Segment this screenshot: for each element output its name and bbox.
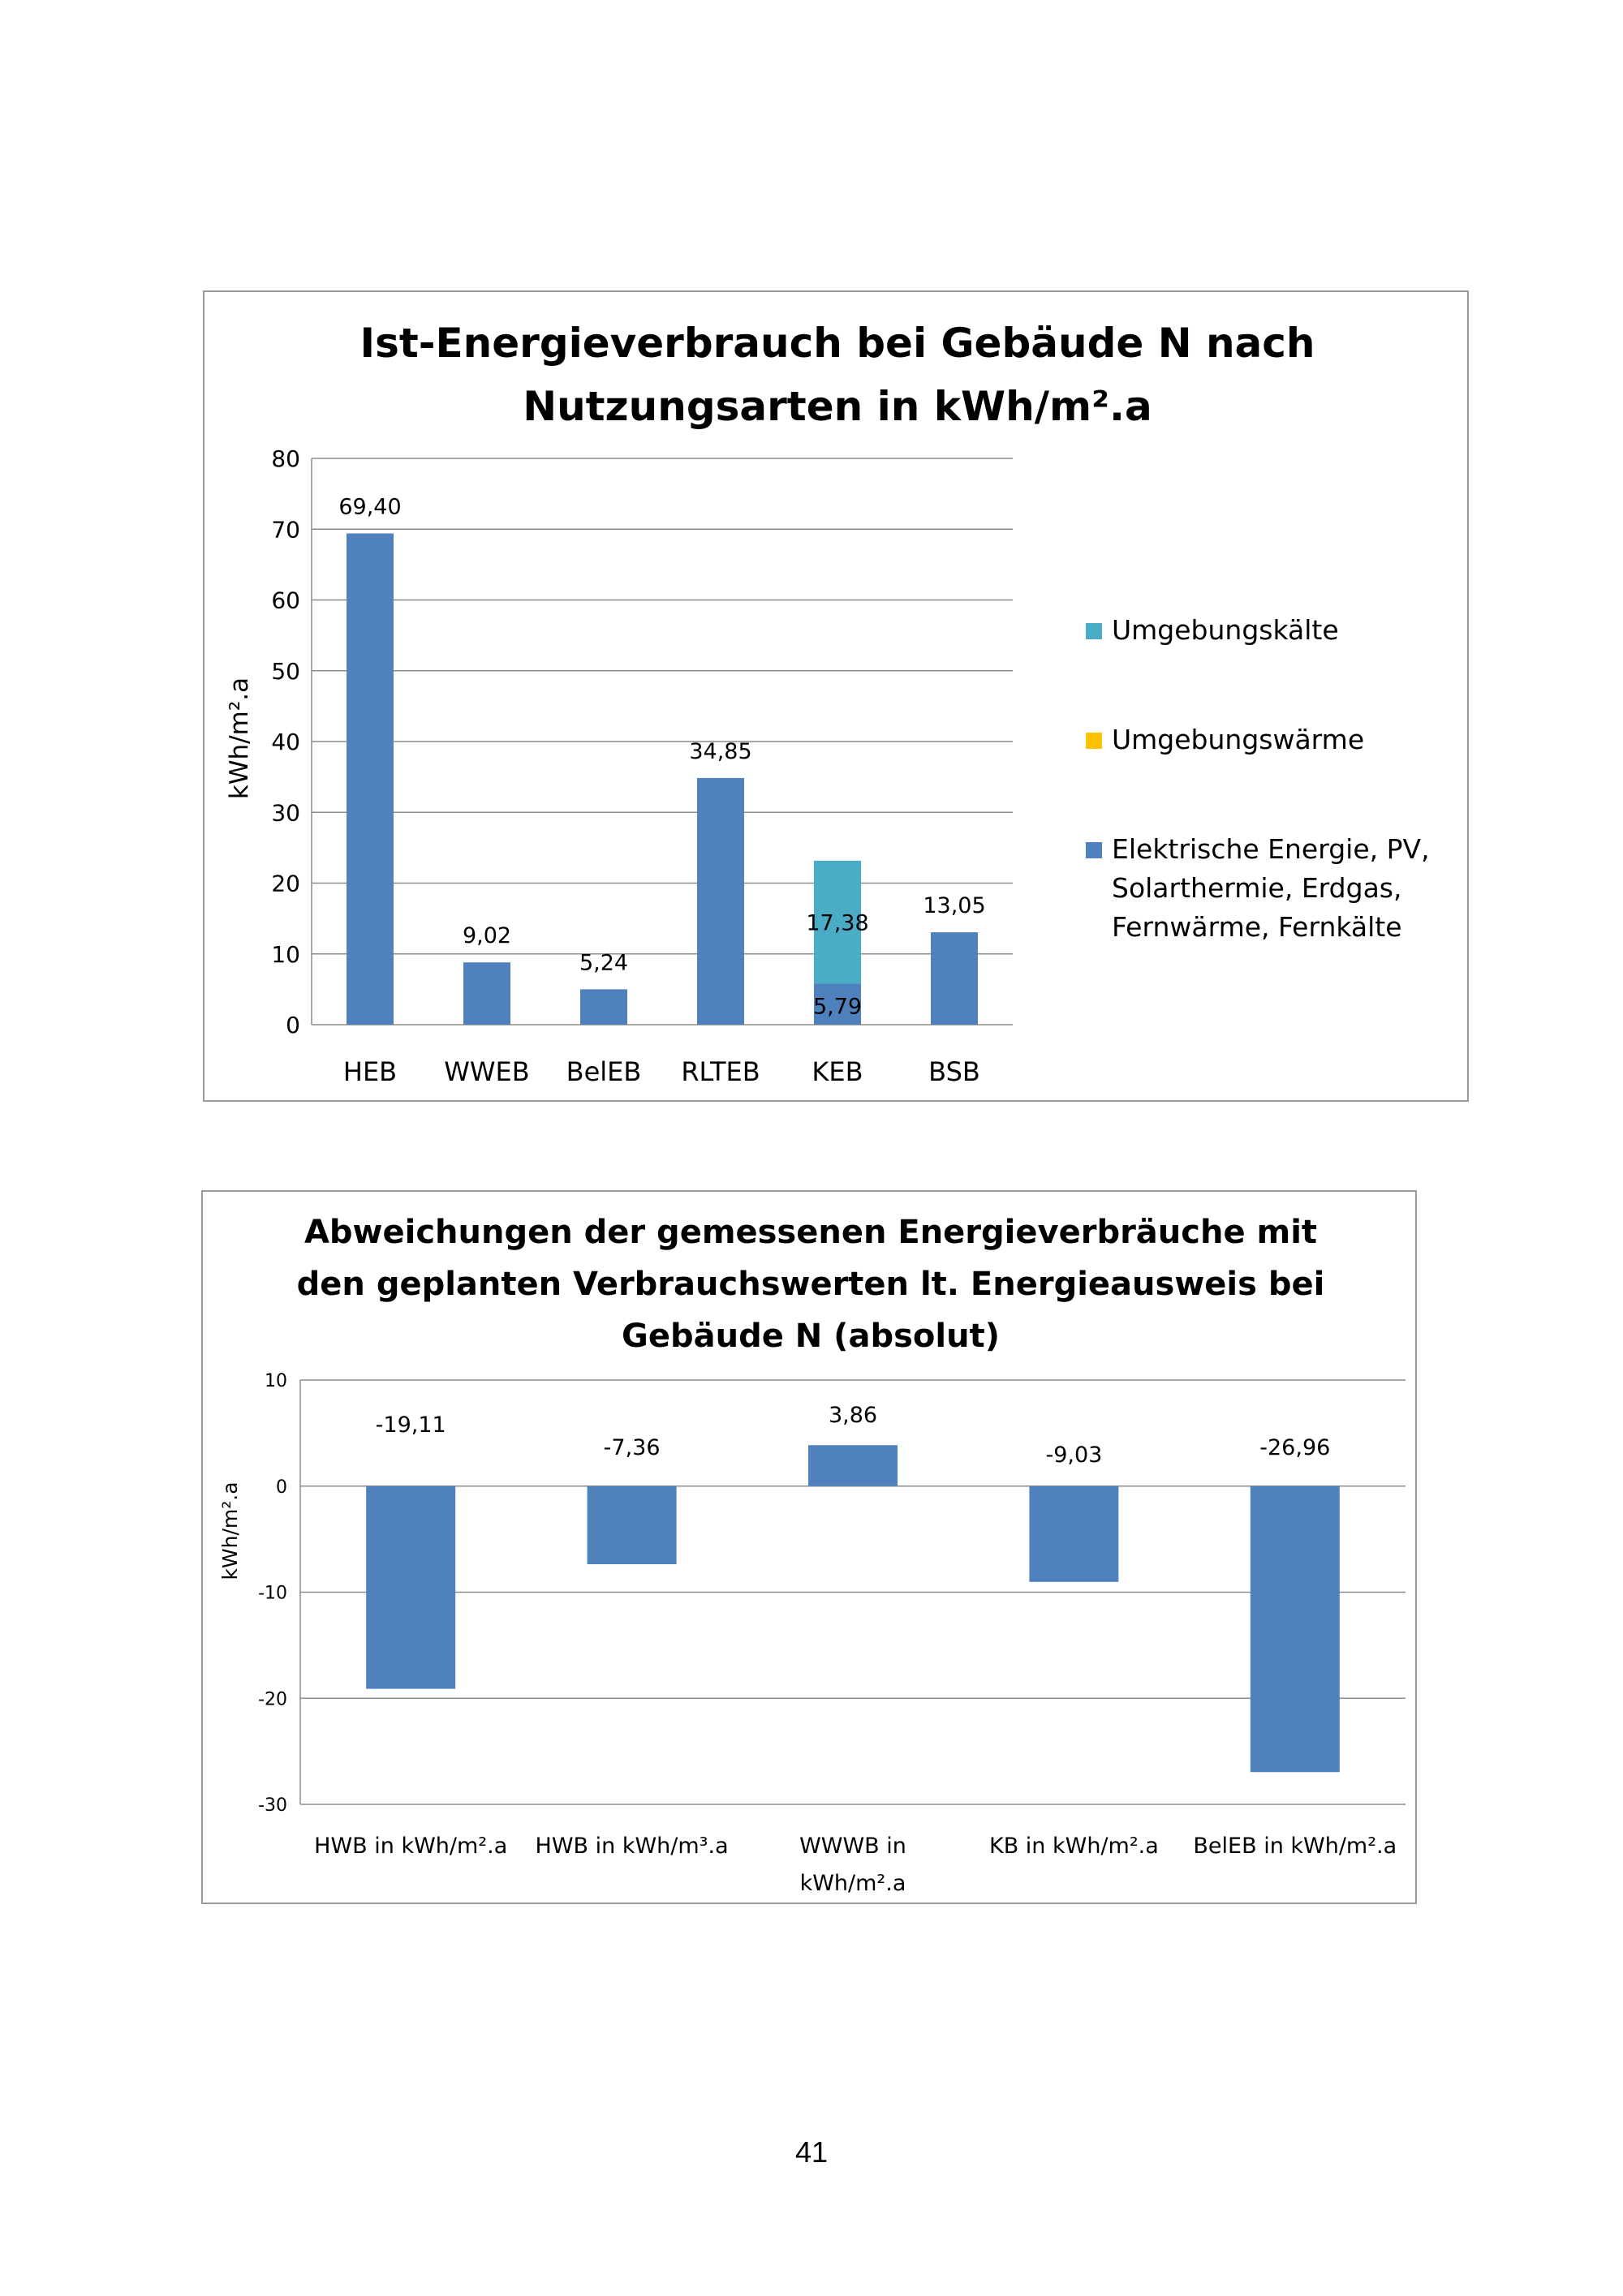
chart2-data-label: -9,03 [1045,1443,1103,1468]
chart1-y-tick-label: 10 [271,940,300,968]
chart2-bar [808,1445,898,1486]
chart1-y-tick-label: 20 [271,870,300,897]
chart-energy-consumption [203,290,1469,1102]
chart1-data-label: 69,40 [338,494,402,520]
chart1-data-label: 13,05 [923,893,986,919]
chart1-legend-label: Umgebungswärme [1112,724,1365,755]
chart2-data-label: 3,86 [828,1403,878,1428]
chart2-data-label: -7,36 [603,1435,661,1460]
chart2-x-tick-label: BelEB in kWh/m².a [1193,1834,1397,1859]
chart2-y-tick-label: 0 [276,1477,287,1498]
chart2-y-tick-label: -20 [258,1689,287,1710]
chart1-x-tick-label: BelEB [566,1056,642,1087]
chart2-title-line-3: Gebäude N (absolut) [622,1318,1000,1355]
chart2-data-label: -26,96 [1259,1435,1331,1460]
chart2-bar [1251,1486,1340,1773]
chart1-data-label: 9,02 [462,923,512,949]
chart2-bar [588,1486,677,1564]
chart1-bar [931,932,978,1025]
chart2-x-tick-label: HWB in kWh/m³.a [535,1834,729,1859]
chart1-data-label: 5,79 [812,994,863,1020]
chart1-y-tick-label: 40 [271,729,300,755]
chart1-legend-swatch [1086,842,1102,858]
chart1-x-tick-label: HEB [342,1056,398,1087]
chart2-y-axis-label: kWh/m².a [218,1481,242,1580]
chart1-y-axis-label: kWh/m².a [225,677,254,800]
chart1-x-tick-label: BSB [928,1056,980,1087]
chart2-x-tick-label: kWh/m².a [799,1871,906,1896]
chart2-y-tick-label: 10 [265,1371,287,1391]
chart1-x-tick-label: KEB [812,1056,863,1087]
chart2-y-tick-label: -30 [258,1795,287,1816]
chart2-data-label: -19,11 [375,1412,446,1438]
chart1-data-label: 5,24 [579,950,629,976]
chart2-title-line-1: Abweichungen der gemessenen Energieverbräuche mit [304,1214,1318,1251]
chart2-title-line-2: den geplanten Verbrauchswerten lt. Energieausweis bei [296,1266,1325,1303]
chart2-bar [1029,1486,1118,1582]
chart1-title-line-1: Ist-Energieverbrauch bei Gebäude N nach [359,320,1315,367]
chart2-y-tick-label: -10 [258,1583,287,1604]
chart1-x-tick-label: RLTEB [681,1056,760,1087]
chart2-bar [366,1486,455,1689]
chart1-data-label: 34,85 [689,738,752,764]
chart1-legend-label: Solarthermie, Erdgas, [1112,872,1402,904]
chart1-title-line-2: Nutzungsarten in kWh/m².a [523,383,1152,430]
chart1-legend-swatch [1086,623,1102,639]
page-number: 41 [794,2135,829,2169]
chart1-bar [580,989,627,1025]
chart2-x-tick-label: KB in kWh/m².a [988,1834,1159,1859]
chart1-legend-label: Umgebungskälte [1112,614,1339,646]
chart2-svg [203,1192,1419,1906]
chart1-y-tick-label: 50 [271,657,300,685]
chart2-x-tick-label: WWWB in [799,1834,906,1859]
chart1-y-tick-label: 0 [286,1012,300,1038]
chart1-bar [697,778,744,1025]
chart1-legend-label: Elektrische Energie, PV, [1112,833,1430,865]
chart1-y-tick-label: 30 [271,799,300,827]
chart1-y-tick-label: 80 [271,445,300,472]
chart1-svg [204,292,1470,1103]
chart1-legend-label: Fernwärme, Fernkälte [1112,911,1402,943]
chart-deviations [201,1190,1417,1904]
chart1-bar [347,533,394,1025]
chart1-y-tick-label: 70 [271,516,300,544]
chart1-y-tick-label: 60 [271,587,300,614]
chart1-legend-swatch [1086,733,1102,749]
chart2-x-tick-label: HWB in kWh/m².a [314,1834,508,1859]
chart1-data-label: 17,38 [806,910,869,936]
chart1-x-tick-label: WWEB [444,1056,530,1087]
chart1-bar [463,962,510,1025]
